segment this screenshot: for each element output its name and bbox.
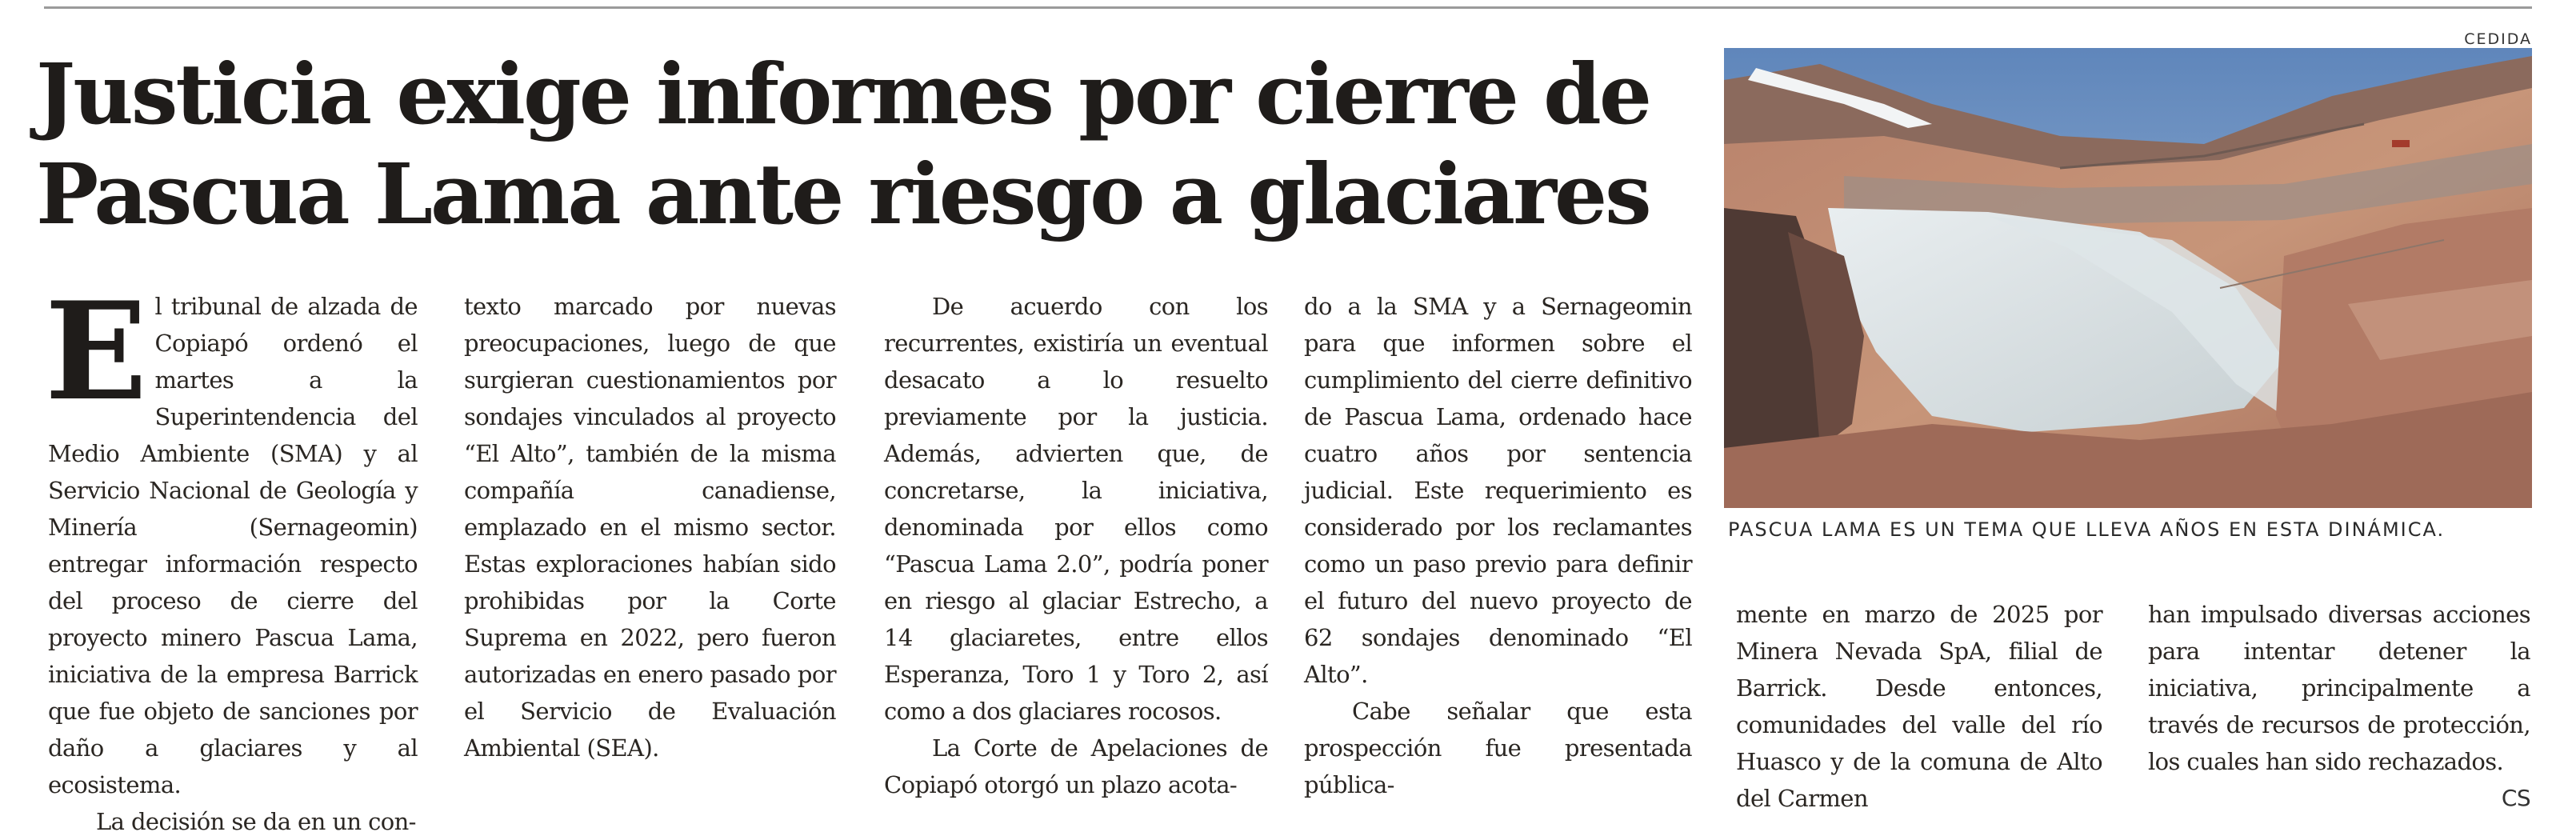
column-5-paragraph-1: mente en marzo de 2025 por Minera Nevada SpA, filial de Barrick. Desde entonces, comunidades del valle del río Huasco y de la comuna de Alto del Carmen	[1736, 601, 2102, 812]
article-column-3	[884, 288, 1268, 803]
article-headline: Justicia exige informes por cierre de Pascua Lama ante riesgo a glaciares	[36, 45, 1650, 243]
article-column-2	[464, 288, 836, 766]
article-photo	[1724, 48, 2532, 508]
column-3-paragraph-1: De acuerdo con los recurrentes, existiría un eventual desacato a lo resuelto previamente por la justicia. Además, advierten que, de concretarse, la iniciativa, denominada por ellos como “Pascua Lama 2.0”, podría poner en riesgo al glaciar Estrecho, a 14 glaciaretes, entre ellos Esperanza, Toro 1 y Toro 2, así como a dos glaciares rocosos.	[884, 293, 1268, 725]
column-3-paragraph-2: La Corte de Apelaciones de Copiapó otorgó un plazo acota-	[884, 734, 1268, 798]
column-6-paragraph-1: han impulsado diversas acciones para intentar detener la iniciativa, principalmente a través de recursos de protección, los cuales han sido rechazados.	[2148, 601, 2530, 775]
article-column-5	[1736, 596, 2102, 817]
top-rule	[44, 6, 2532, 9]
column-4-paragraph-2: Cabe señalar que esta prospección fue presentada pública-	[1304, 698, 1692, 798]
article-column-6	[2148, 596, 2530, 817]
column-2-paragraph-1: texto marcado por nuevas preocupaciones, luego de que surgieran cuestionamientos por sondajes vinculados al proyecto “El Alto”, también de la misma compañía canadiense, emplazado en el mismo sector. Estas exploraciones habían sido prohibidas por la Corte Suprema en 2022, pero fueron autorizadas en enero pasado por el Servicio de Evaluación Ambiental (SEA).	[464, 293, 836, 762]
mine-landscape-image	[1724, 48, 2532, 508]
article-column-4	[1304, 288, 1692, 803]
column-1-paragraph-2: La decisión se da en un con-	[96, 808, 416, 835]
photo-caption: PASCUA LAMA ES UN TEMA QUE LLEVA AÑOS EN ESTA DINÁMICA.	[1728, 518, 2446, 541]
end-of-article-mark: CS	[2501, 785, 2530, 811]
photo-credit: CEDIDA	[2464, 30, 2532, 48]
article-column-1	[45, 272, 418, 840]
column-1-paragraph-1: l tribunal de alzada de Copiapó ordenó el martes a la Superintendencia del Medio Ambiente (SMA) y al Servicio Nacional de Geología y Minería (Sernageomin) entregar información respecto del proceso de cierre del proyecto minero Pascua Lama, iniciativa de la empresa Barrick que fue objeto de sanciones por daño a glaciares y al ecosistema.	[48, 293, 418, 798]
drop-cap: E	[45, 272, 147, 430]
column-4-paragraph-1: do a la SMA y a Sernageomin para que informen sobre el cumplimiento del cierre definitivo de Pascua Lama, ordenado hace cuatro años por sentencia judicial. Este requerimiento es considerado por los reclamantes como un paso previo para definir el futuro del nuevo proyecto de 62 sondajes denominado “El Alto”.	[1304, 293, 1692, 688]
